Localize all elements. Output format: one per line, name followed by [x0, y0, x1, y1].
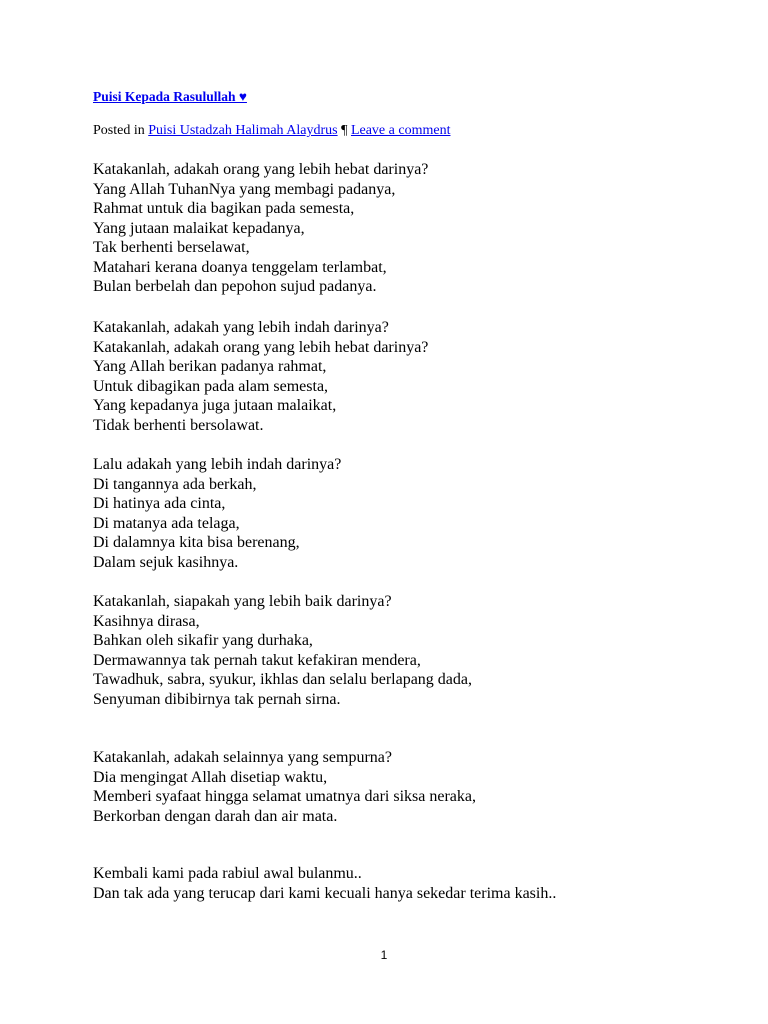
poem-line: Senyuman dibibirnya tak pernah sirna.	[93, 690, 341, 708]
poem-line: Kasihnya dirasa,	[93, 612, 200, 630]
poem-line: Tidak berhenti bersolawat.	[93, 416, 264, 434]
poem-line: Berkorban dengan darah dan air mata.	[93, 807, 338, 825]
poem-line: Di dalamnya kita bisa berenang,	[93, 534, 300, 551]
poem-line: Yang jutaan malaikat kepadanya,	[93, 219, 305, 237]
separator: ¶	[337, 123, 351, 138]
poem-line: Dia mengingat Allah disetiap waktu,	[93, 768, 328, 786]
poem-line: Lalu adakah yang lebih indah darinya?	[93, 456, 342, 473]
poem-line: Dalam sejuk kasihnya.	[93, 553, 239, 571]
poem-line: Katakanlah, adakah orang yang lebih hebat darinya?	[93, 161, 429, 178]
stanza-5	[93, 748, 476, 826]
poem-line: Matahari kerana doanya tenggelam terlambat,	[93, 258, 387, 276]
poem-line: Katakanlah, adakah orang yang lebih hebat darinya?	[93, 338, 429, 356]
poem-line: Katakanlah, siapakah yang lebih baik darinya?	[93, 593, 392, 610]
stanza-6	[93, 864, 556, 903]
poem-line: Kembali kami pada rabiul awal bulanmu..	[93, 865, 362, 882]
poem-line: Yang Allah TuhanNya yang membagi padanya,	[93, 180, 396, 198]
poem-line: Di hatinya ada cinta,	[93, 495, 226, 512]
stanza-4	[93, 592, 472, 709]
posted-in-label: Posted in	[93, 123, 149, 138]
post-meta	[93, 123, 450, 139]
leave-comment-link[interactable]: Leave a comment	[350, 123, 451, 138]
post-title-link[interactable]: Puisi Kepada Rasulullah ♥	[93, 89, 247, 104]
poem-line: Yang kepadanya juga jutaan malaikat,	[93, 397, 337, 414]
stanza-2	[93, 318, 428, 435]
poem-line: Di matanya ada telaga,	[93, 514, 240, 532]
poem-line: Bahkan oleh sikafir yang durhaka,	[93, 632, 313, 649]
page-number: 1	[380, 948, 388, 962]
poem-line: Bulan berbelah dan pepohon sujud padanya.	[93, 278, 377, 295]
poem-line: Katakanlah, adakah yang lebih indah darinya?	[93, 319, 389, 336]
poem-line: Memberi syafaat hingga selamat umatnya dari siksa neraka,	[93, 788, 476, 805]
poem-line: Untuk dibagikan pada alam semesta,	[93, 377, 329, 395]
poem-line: Tawadhuk, sabra, syukur, ikhlas dan selalu berlapang dada,	[93, 671, 473, 688]
poem-line: Rahmat untuk dia bagikan pada semesta,	[93, 200, 355, 217]
poem-line: Tak berhenti berselawat,	[93, 239, 250, 256]
category-link[interactable]: Puisi Ustadzah Halimah Alaydrus	[148, 123, 338, 138]
poem-line: Di tangannya ada berkah,	[93, 475, 257, 493]
stanza-1	[93, 160, 428, 297]
poem-line: Dan tak ada yang terucap dari kami kecuali hanya sekedar terima kasih..	[93, 884, 557, 902]
poem-line: Yang Allah berikan padanya rahmat,	[93, 358, 327, 375]
poem-line: Dermawannya tak pernah takut kefakiran mendera,	[93, 651, 421, 669]
poem-line: Katakanlah, adakah selainnya yang sempurna?	[93, 749, 392, 766]
stanza-3	[93, 455, 341, 572]
